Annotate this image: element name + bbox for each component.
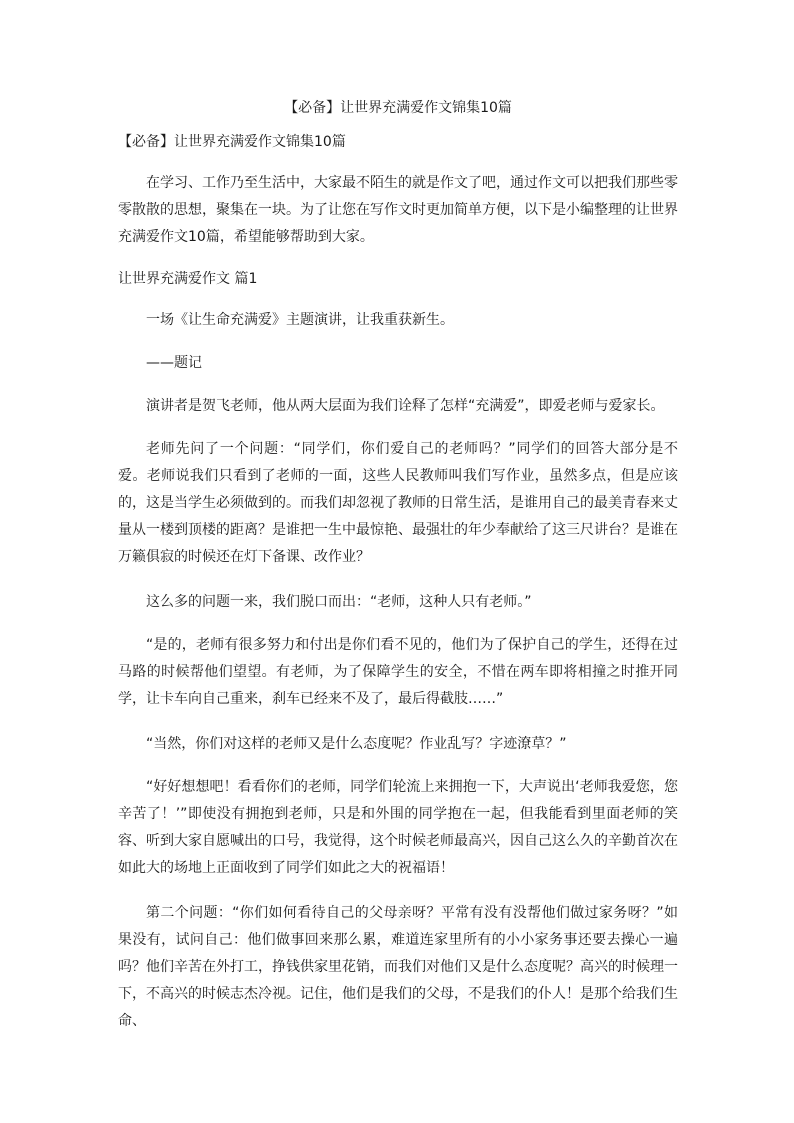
body-paragraph: “是的，老师有很多努力和付出是你们看不见的，他们为了保护自己的学生，还得在过马路的时候帮他们望望。有老师，为了保障学生的安全，不惜在两车即将相撞之时推开同学，让卡车向自己重来，刹车已经来不及了，最后得截肢……”	[118, 637, 678, 707]
body-paragraph: ——题记	[146, 355, 202, 371]
body-paragraph: 演讲者是贺飞老师，他从两大层面为我们诠释了怎样“充满爱”，即爱老师与爱家长。	[146, 398, 665, 414]
section-heading: 让世界充满爱作文 篇1	[118, 271, 258, 287]
body-paragraph: 老师先问了一个问题：“同学们，你们爱自己的老师吗？”同学们的回答大部分是不爱。老师说我们只看到了老师的一面，这些人民教师叫我们写作业，虽然多点，但是应该的，这是当学生必须做到的。而我们却忽视了教师的日常生活，是谁用自己的最美青春来丈量从一楼到顶楼的距离？是谁把一生中最惊艳、最强壮的年少奉献给了这三尺讲台？是谁在万籁俱寂的时候还在灯下备课、改作业？	[118, 441, 678, 565]
intro-paragraph: 在学习、工作乃至生活中，大家最不陌生的就是作文了吧，通过作文可以把我们那些零零散散的思想，聚集在一块。为了让您在写作文时更加简单方便，以下是小编整理的让世界充满爱作文10篇，希望能够帮助到大家。	[118, 175, 678, 245]
body-paragraph: 这么多的问题一来，我们脱口而出：“老师，这种人只有老师。”	[146, 594, 532, 610]
document-title: 【必备】让世界充满爱作文锦集10篇	[284, 100, 512, 116]
body-paragraph: 一场《让生命充满爱》主题演讲，让我重获新生。	[146, 312, 454, 328]
body-paragraph: “好好想想吧！看看你们的老师，同学们轮流上来拥抱一下，大声说出‘老师我爱您，您辛苦了！’”即使没有拥抱到老师，只是和外围的同学抱在一起，但我能看到里面老师的笑容、听到大家自愿喊出的口号，我觉得，这个时候老师最高兴，因自己这么久的辛勤首次在如此大的场地上正面收到了同学们如此之大的祝福语！	[118, 779, 678, 876]
body-paragraph: 第二个问题：“你们如何看待自己的父母亲呀？平常有没有没帮他们做过家务呀？”如果没有，试问自己：他们做事回来那么累，难道连家里所有的小小家务事还要去操心一遍吗？他们辛苦在外打工，挣钱供家里花销，而我们对他们又是什么态度呢？高兴的时候理一下，不高兴的时候志杰冷视。记住，他们是我们的父母，不是我们的仆人！是那个给我们生命、	[118, 905, 678, 1029]
document-page	[118, 98, 678, 1053]
body-paragraph: “当然，你们对这样的老师又是什么态度呢？作业乱写？字迹潦草？”	[146, 736, 567, 752]
document-subtitle: 【必备】让世界充满爱作文锦集10篇	[118, 134, 346, 150]
